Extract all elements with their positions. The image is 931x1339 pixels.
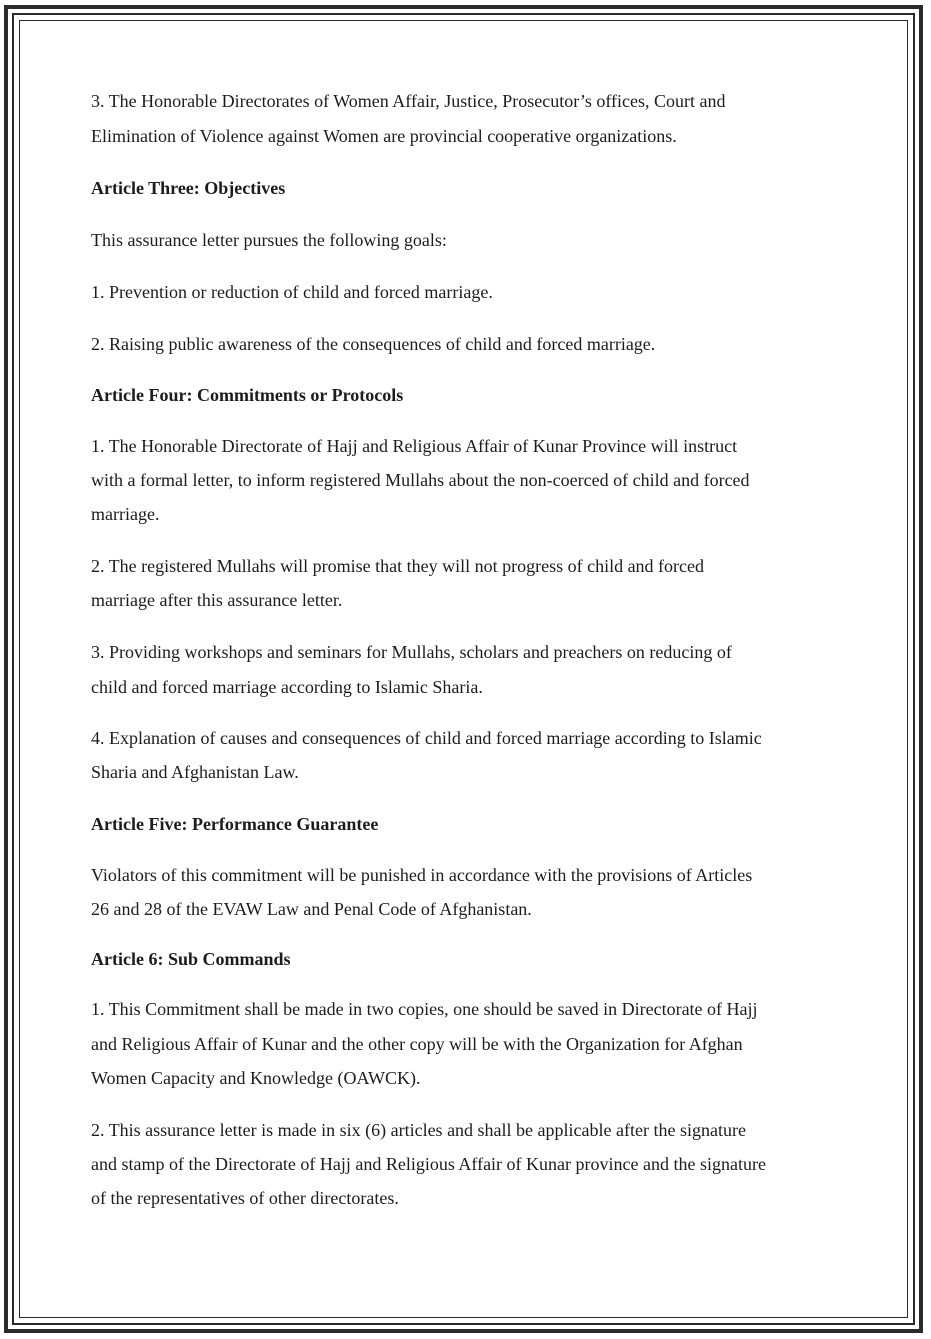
article-five-heading: Article Five: Performance Guarantee [91,814,379,834]
text-line: Women Capacity and Knowledge (OAWCK). [91,1068,421,1088]
text-line: 3. Providing workshops and seminars for Mullahs, scholars and preachers on reducing of [91,642,732,662]
text-line: 1. Prevention or reduction of child and forced marriage. [91,282,493,302]
text-line: 2. The registered Mullahs will promise that they will not progress of child and forced [91,556,705,576]
text-line: of the representatives of other directorates. [91,1188,399,1208]
text-line: 1. The Honorable Directorate of Hajj and Religious Affair of Kunar Province will instruct [91,436,738,456]
text-line: 3. The Honorable Directorates of Women Affair, Justice, Prosecutor’s offices, Court and [91,91,726,111]
text-line: and stamp of the Directorate of Hajj and Religious Affair of Kunar province and the signature [91,1154,766,1174]
text-line: Violators of this commitment will be punished in accordance with the provisions of Articles [91,865,753,885]
text-line: 26 and 28 of the EVAW Law and Penal Code of Afghanistan. [91,899,532,919]
article-six-heading: Article 6: Sub Commands [91,949,291,969]
article-three-heading: Article Three: Objectives [91,178,286,198]
text-line: Elimination of Violence against Women are provincial cooperative organizations. [91,126,677,146]
article-four-heading: Article Four: Commitments or Protocols [91,385,404,405]
text-line: marriage after this assurance letter. [91,590,343,610]
text-line: 1. This Commitment shall be made in two copies, one should be saved in Directorate of Hajj [91,999,758,1019]
text-line: and Religious Affair of Kunar and the other copy will be with the Organization for Afghan [91,1034,743,1054]
text-line: This assurance letter pursues the following goals: [91,230,447,250]
text-line: child and forced marriage according to Islamic Sharia. [91,677,483,697]
text-line: 2. Raising public awareness of the consequences of child and forced marriage. [91,334,656,354]
text-line: marriage. [91,504,160,524]
text-line: 2. This assurance letter is made in six (6) articles and shall be applicable after the signature [91,1120,746,1140]
text-line: with a formal letter, to inform registered Mullahs about the non-coerced of child and forced [91,470,750,490]
text-line: 4. Explanation of causes and consequences of child and forced marriage according to Islamic [91,728,762,748]
text-line: Sharia and Afghanistan Law. [91,762,299,782]
